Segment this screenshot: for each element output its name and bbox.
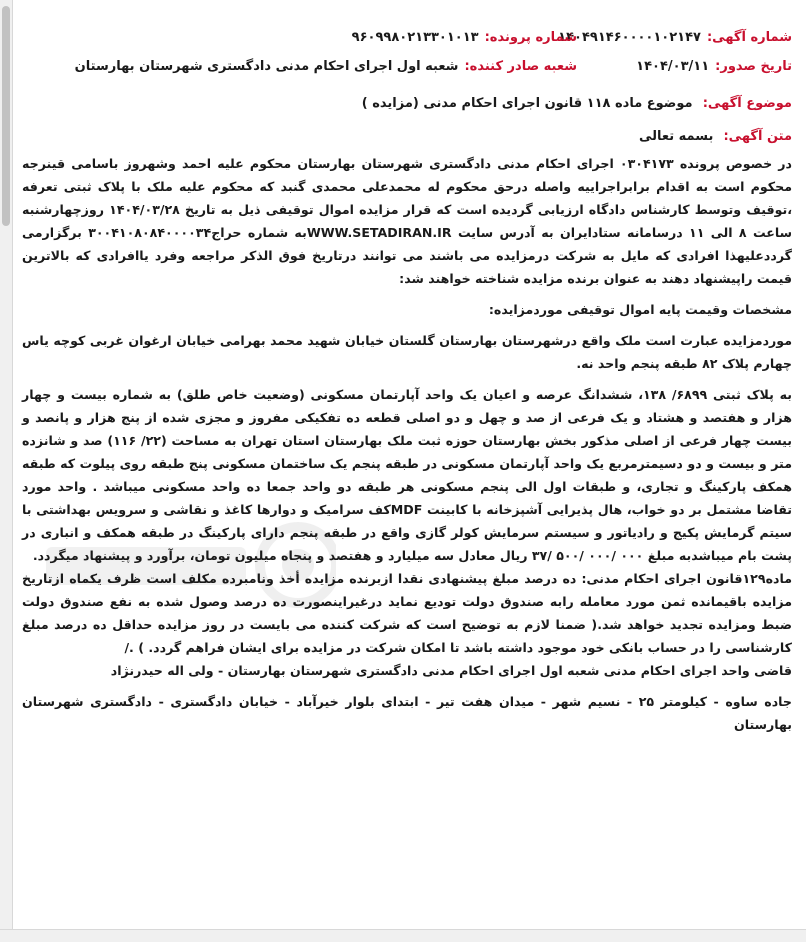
subject-line — [22, 96, 792, 111]
issuer-cell — [75, 59, 577, 74]
ad-number-label: شماره آگهی: — [706, 30, 792, 45]
header-row-1 — [22, 30, 792, 45]
issue-date: ۱۴۰۴/۰۳/۱۱ — [636, 59, 710, 74]
case-number-cell — [352, 30, 577, 45]
subject-label: موضوع آگهی: — [702, 96, 792, 111]
auction-intro-part-1: در خصوص پرونده ۰۳۰۴۱۷۳ اجرای احکام مدنی دادگستری شهرستان بهارستان محکوم علیه احمد وشهروز باسامی قینرجه محکوم است به اقدام برابراجراییه واصله درحق محکوم له محمدعلی محمدی گنبد که محکوم علیه ملک با پلاک ثبتی تعرفه ،توقیف وتوسط کارشناس دادگاه ارزیابی گردیده است که قرار مزایده اموال توقیفی ذیل به تاریخ ۱۴۰۴/۰۳/۲۸ روزچهارشنبه ساعت ۸ الی ۱۱ درسامانه ستادایران به آدرس سایت — [22, 156, 793, 240]
paragraph-judge-signature: قاضی واحد اجرای احکام مدنی شعبه اول اجرای احکام مدنی دادگستری شهرستان بهارستان - ولی اله حیدرنژاد — [110, 663, 792, 678]
property-details-part-2: کف سرامیک و دوارها کاغذ و نقاشی و سرویس بهداشتی با سیتم گرمایش پکیج و رادیاتور و سیستم سرمایش کولر گازی واقع در طبقه پنجم دارای پارکینگ در طبقه همکف و انباری در پشت بام میباشدبه مبلغ ۰۰۰ /۰۰۰ /۵۰۰ /۳۷ ریال معادل سه میلیارد و هفتصد و پنجاه میلیون تومان، برآورد و پیشنهاد میگردد. — [22, 502, 792, 563]
ad-text-label: متن آگهی: — [723, 129, 792, 144]
ad-number-cell — [558, 30, 792, 45]
paragraph-property-details — [22, 383, 792, 567]
site-link[interactable]: WWW.SETADIRAN.IR — [306, 225, 452, 240]
header-row-2 — [22, 59, 792, 74]
notice-content — [22, 30, 792, 744]
paragraph-court-address: جاده ساوه - کیلومتر ۲۵ - نسیم شهر - میدان هفت تیر - ابتدای بلوار خیرآباد - خیابان دادگستری - دادگستری شهرستان بهارستان — [22, 694, 792, 732]
subject-text: موضوع ماده ۱۱۸ قانون اجرای احکام مدنی (مزایده ) — [361, 96, 693, 111]
paragraph-property-address: موردمزایده عبارت است ملک واقع درشهرستان بهارستان گلستان خیابان شهید محمد بهرامی خیابان ارغوان غربی کوچه یاس چهارم پلاک ۸۲ طبقه پنجم واحد نه. — [22, 333, 792, 371]
vertical-scrollbar[interactable] — [0, 0, 13, 942]
paragraph-specs-heading: مشخصات وقیمت پایه اموال توقیفی موردمزایده: — [488, 302, 792, 317]
ad-text-heading: بسمه تعالی — [638, 129, 714, 144]
horizontal-scrollbar[interactable] — [0, 929, 806, 942]
auction-intro-part-2: به شماره حراج۳۰۰۴۱۰۸۰۸۴۰۰۰۰۳۴ برگزارمی گرددعلیهذا افرادی که مایل به شرکت درمزایده می باشند می توانند درتاریخ فوق الذکر مراجعه وفرد یاافرادی که بالاترین قیمت راپیشنهاد دهند به عنوان برنده مزایده شناخته خواهند شد: — [22, 225, 792, 286]
notice-body — [22, 152, 792, 736]
case-number-label: شماره پرونده: — [484, 30, 577, 45]
ad-text-line — [22, 129, 792, 144]
mdf-text: MDF — [390, 502, 423, 517]
scrollbar-thumb[interactable] — [2, 6, 10, 226]
paragraph-article-129: ماده۱۲۹قانون اجرای احکام مدنی: ده درصد مبلغ پیشنهادی نقدا ازبرنده مزایده أخذ ونامبرده مکلف است ظرف یکماه ازتاریخ مزایده باقیمانده ثمن مورد معامله رابه صندوق دولت تودیع نماید درغیراینصورت ده درصد وصول شده به نفع صندوق دولت ضبط ومزایده تجدید خواهد شد.( ضمنا لازم به توضیح است که شرکت کننده می بایست در روز مزایده حداقل ده درصد مبلغ کارشناسی را در حساب بانکی خود موجود داشته باشد تا امکان شرکت در مزایده برای ایشان فراهم گردد. ) ./ — [22, 571, 792, 655]
issuer: شعبه اول اجرای احکام مدنی دادگستری شهرستان بهارستان — [74, 59, 459, 74]
property-details-part-1: به پلاک ثبتی ۶۸۹۹/ ۱۳۸، ششدانگ عرصه و اعیان یک واحد آپارتمان مسکونی (وضعیت خاص طلق) به شماره بیست و چهار هزار و هفتصد و هشتاد و یک فرعی از صد و چهل و دو اصلی قطعه ده تفکیکی مفروز و مجزی شده از پنج هزار و پانصد و بیست چهار فرعی از اصلی مذکور بخش بهارستان حوزه ثبت ملک بهارستان استان تهران به مساحت (۲۲/ ۱۱۶) صد و شانزده متر و بیست و دو دسیمترمربع یک واحد آپارتمان مسکونی در طبقه پنجم یک ساختمان مسکونی پنج طبقه روی پیلوت که طبقه همکف پارکینگ و تجاری، و طبقات اول الی پنجم مسکونی هر طبقه دو واحد جمعا ده واحد مسکونی میباشد . واحد مورد تقاضا مشتمل بر دو خواب، هال پذیرایی آشپزخانه با کابینت — [22, 387, 793, 517]
issue-date-label: تاریخ صدور: — [715, 59, 792, 74]
paragraph-auction-intro — [22, 152, 792, 290]
issue-date-cell — [577, 59, 792, 74]
case-number: ۹۶۰۹۹۸۰۲۱۳۳۰۱۰۱۳ — [351, 30, 479, 45]
ad-number: ۱۴۰۴۹۱۴۶۰۰۰۰۱۰۲۱۴۷ — [558, 30, 701, 45]
issuer-label: شعبه صادر کننده: — [464, 59, 577, 74]
